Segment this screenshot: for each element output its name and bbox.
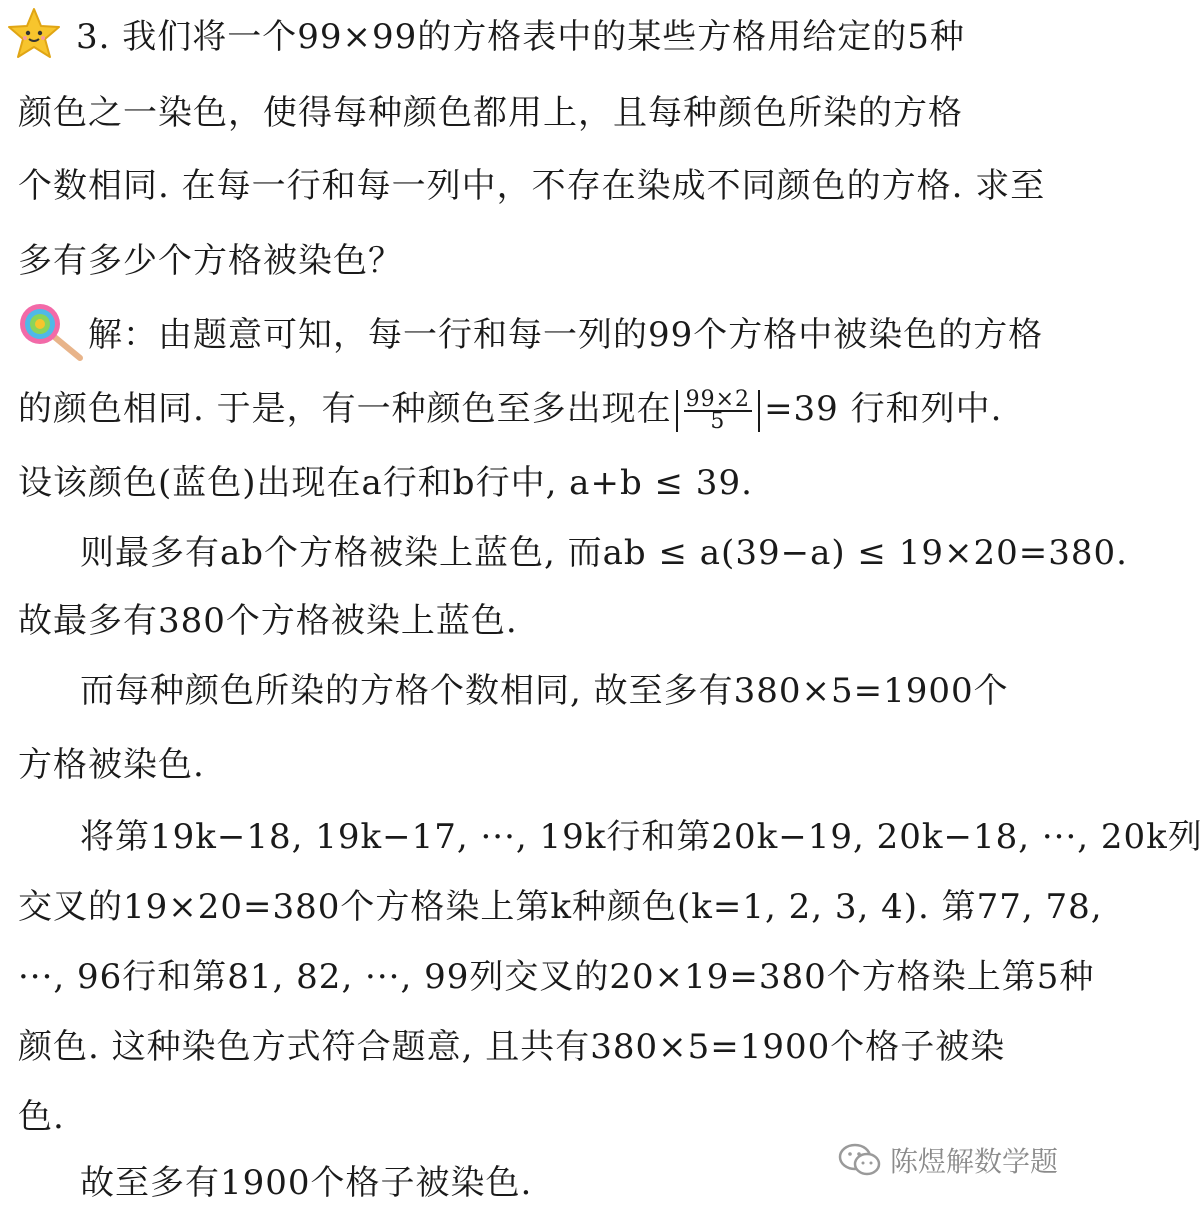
solution-line-5: 故最多有380个方格被染上蓝色. <box>18 601 518 641</box>
solution-line-9: 交叉的19×20=380个方格染上第k种颜色(k=1, 2, 3, 4). 第77, 78, <box>18 887 1103 927</box>
solution-line-4: 则最多有ab个方格被染上蓝色, 而ab ≤ a(39−a) ≤ 19×20=380. <box>80 533 1128 573</box>
problem-line-4: 多有多少个方格被染色？ <box>18 241 403 281</box>
fraction-numerator: 99×2 <box>685 387 751 412</box>
solution-line-12: 色. <box>18 1097 65 1137</box>
problem-line-3: 个数相同. 在每一行和每一列中，不存在染成不同颜色的方格. 求至 <box>18 166 1046 206</box>
watermark-text: 陈煜解数学题 <box>890 1145 1059 1178</box>
conclusion-line: 故至多有1900个格子被染色. <box>80 1163 533 1203</box>
problem-line-1: 3. 我们将一个99×99的方格表中的某些方格用给定的5种 <box>76 17 965 57</box>
solution-line-10: ···, 96行和第81, 82, ···, 99列交叉的20×19=380个方格染上第5种 <box>18 957 1095 997</box>
solution-line-2-text: 的颜色相同. 于是，有一种颜色至多出现在 <box>18 389 672 429</box>
solution-line-6: 而每种颜色所染的方格个数相同, 故至多有380×5=1900个 <box>80 671 1009 711</box>
solution-line-8: 将第19k−18, 19k−17, ···, 19k行和第20k−19, 20k−18, ···, 20k列 <box>80 817 1203 857</box>
solution-line-1: 解：由题意可知，每一行和每一列的99个方格中被染色的方格 <box>88 315 1044 355</box>
solution-line-2 <box>18 386 1068 432</box>
watermark <box>838 1140 1058 1180</box>
solution-line-2-tail: =39 行和列中. <box>764 389 1003 429</box>
solution-line-7: 方格被染色. <box>18 745 205 785</box>
solution-line-3: 设该颜色(蓝色)出现在a行和b行中, a+b ≤ 39. <box>18 463 753 503</box>
solution-line-11: 颜色. 这种染色方式符合题意, 且共有380×5=1900个格子被染 <box>18 1027 1006 1067</box>
floor-fraction <box>676 387 760 434</box>
wechat-icon <box>838 1143 882 1177</box>
fraction-denominator: 5 <box>710 409 726 434</box>
problem-line-2: 颜色之一染色，使得每种颜色都用上，且每种颜色所染的方格 <box>18 93 963 133</box>
